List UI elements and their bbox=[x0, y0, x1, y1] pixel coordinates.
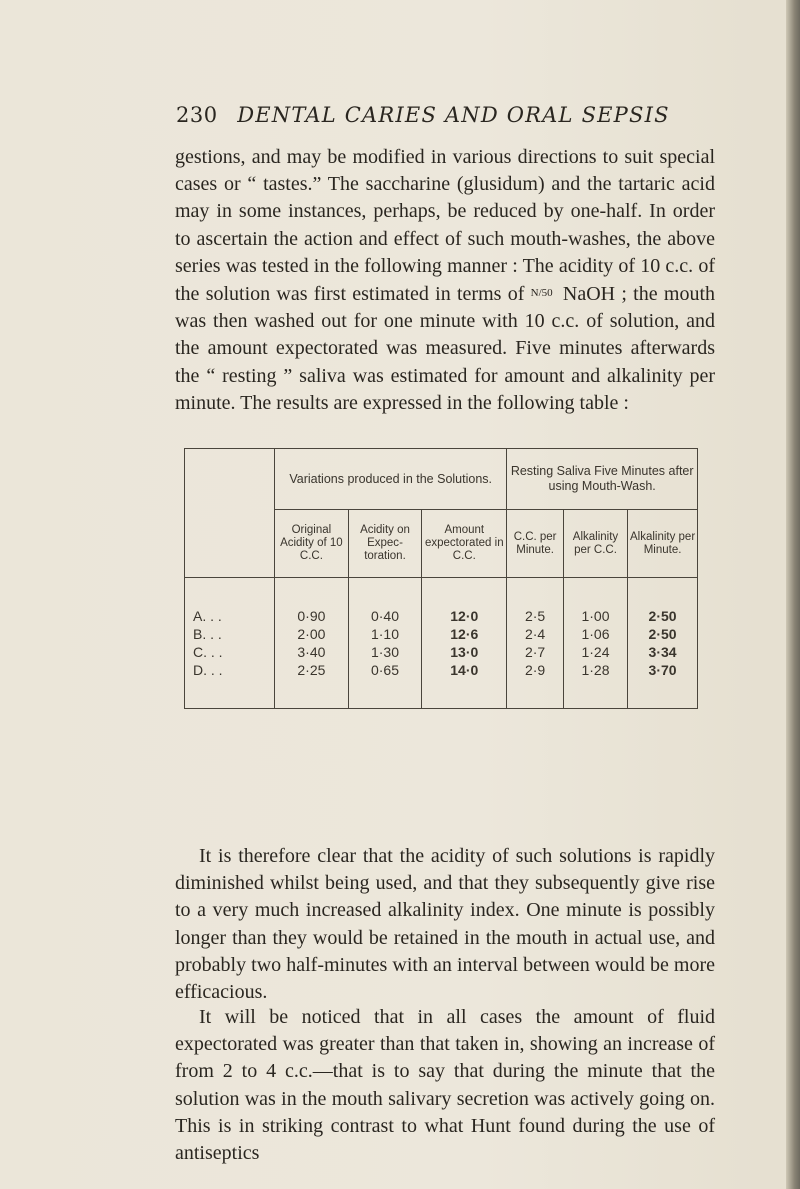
paragraph-observation: It will be noticed that in all cases the amount of fluid expectorated was greater than that taken in, showing an increase of from 2 to 4 c.c.—that is to say that during the minute that the solution was in the mouth salivary secretion was actively going on. This is in striking contrast to what Hunt found during the use of antiseptics bbox=[175, 1006, 715, 1165]
row-label: C. . . bbox=[193, 644, 223, 660]
table-cell: 12·6 bbox=[450, 626, 479, 642]
row-label-header bbox=[185, 449, 275, 578]
table-cell: 2·9 bbox=[524, 662, 546, 678]
row-label: D. . . bbox=[193, 662, 223, 678]
row-label: B. . . bbox=[193, 626, 222, 642]
column-acidity-expectoration bbox=[348, 578, 421, 709]
running-title: DENTAL CARIES AND ORAL SEPSIS bbox=[237, 103, 670, 127]
table-cell: 3·40 bbox=[297, 644, 326, 660]
row-label: A. . . bbox=[193, 608, 222, 624]
column-header: C.C. per Minute. bbox=[507, 510, 564, 578]
table-cell: 0·65 bbox=[370, 662, 400, 678]
table-cell: 1·10 bbox=[370, 626, 400, 642]
table-cell: 1·28 bbox=[581, 662, 610, 678]
column-alkalinity-per-cc bbox=[563, 578, 627, 709]
table-cell: 2·25 bbox=[297, 662, 326, 678]
table-cell: 2·50 bbox=[648, 608, 677, 624]
table-cell: 2·00 bbox=[297, 626, 326, 642]
group-header-solutions: Variations produced in the Solutions. bbox=[275, 449, 507, 510]
paragraph-conclusion: It is therefore clear that the acidity of such solutions is rapidly diminished whilst being used, and that they subsequently give rise to a very much increased alkalinity index. One minute is possibly longer than they would be retained in the mouth in actual use, and probably two half-minutes with an interval between would be more efficacious. bbox=[175, 845, 715, 1004]
table-cell: 12·0 bbox=[450, 608, 479, 624]
column-original-acidity bbox=[275, 578, 349, 709]
column-alkalinity-per-minute bbox=[628, 578, 698, 709]
results-table bbox=[184, 448, 698, 709]
row-labels bbox=[185, 578, 275, 709]
table-cell: 1·06 bbox=[581, 626, 610, 642]
page-number: 230 bbox=[176, 103, 218, 127]
table-cell: 3·70 bbox=[648, 662, 677, 678]
table-cell: 2·5 bbox=[524, 608, 546, 624]
normality-fraction: N/50 bbox=[530, 287, 553, 300]
group-header-resting-saliva: Resting Saliva Five Minutes after using Mouth-Wash. bbox=[507, 449, 698, 510]
table-cell: 0·40 bbox=[370, 608, 400, 624]
column-header: Alkalinity per C.C. bbox=[563, 510, 627, 578]
paragraph-intro-text-b: NaOH ; the mouth was then washed out for one minute with 10 c.c. of solution, and the amount expectorated was measured. Five minutes afterwards the “ resting ” saliva was estimated for amount and alkalinity per minute. The results are expressed in the following table : bbox=[175, 283, 715, 414]
column-header: Amount expectorated in C.C. bbox=[422, 510, 507, 578]
paragraph-intro-text-a: gestions, and may be modified in various directions to suit special cases or “ tastes.” The saccharine (glusidum) and the tartaric acid may in some instances, perhaps, be reduced by one-half. In order to ascertain the action and effect of such mouth-washes, the above series was tested in the following manner : The acidity of 10 c.c. of the solution was first estimated in terms of bbox=[175, 146, 715, 306]
column-header: Alkalinity per Minute. bbox=[628, 510, 698, 578]
paragraph-intro bbox=[175, 144, 715, 417]
table-cell: 3·34 bbox=[648, 644, 677, 660]
table-cell: 14·0 bbox=[450, 662, 479, 678]
table-cell: 2·7 bbox=[524, 644, 546, 660]
table-cell: 1·24 bbox=[581, 644, 610, 660]
column-header: Acidity on Expectoration. bbox=[348, 510, 421, 578]
table-cell: 1·30 bbox=[370, 644, 400, 660]
table-cell: 1·00 bbox=[581, 608, 610, 624]
column-amount-expectorated bbox=[422, 578, 507, 709]
column-header: Original Acidity of 10 C.C. bbox=[275, 510, 349, 578]
page-edge bbox=[786, 0, 800, 1189]
table-cell: 13·0 bbox=[450, 644, 479, 660]
table-cell: 2·4 bbox=[524, 626, 546, 642]
table-cell: 0·90 bbox=[297, 608, 326, 624]
table-cell: 2·50 bbox=[648, 626, 677, 642]
running-header bbox=[176, 103, 736, 127]
column-cc-per-minute bbox=[507, 578, 564, 709]
